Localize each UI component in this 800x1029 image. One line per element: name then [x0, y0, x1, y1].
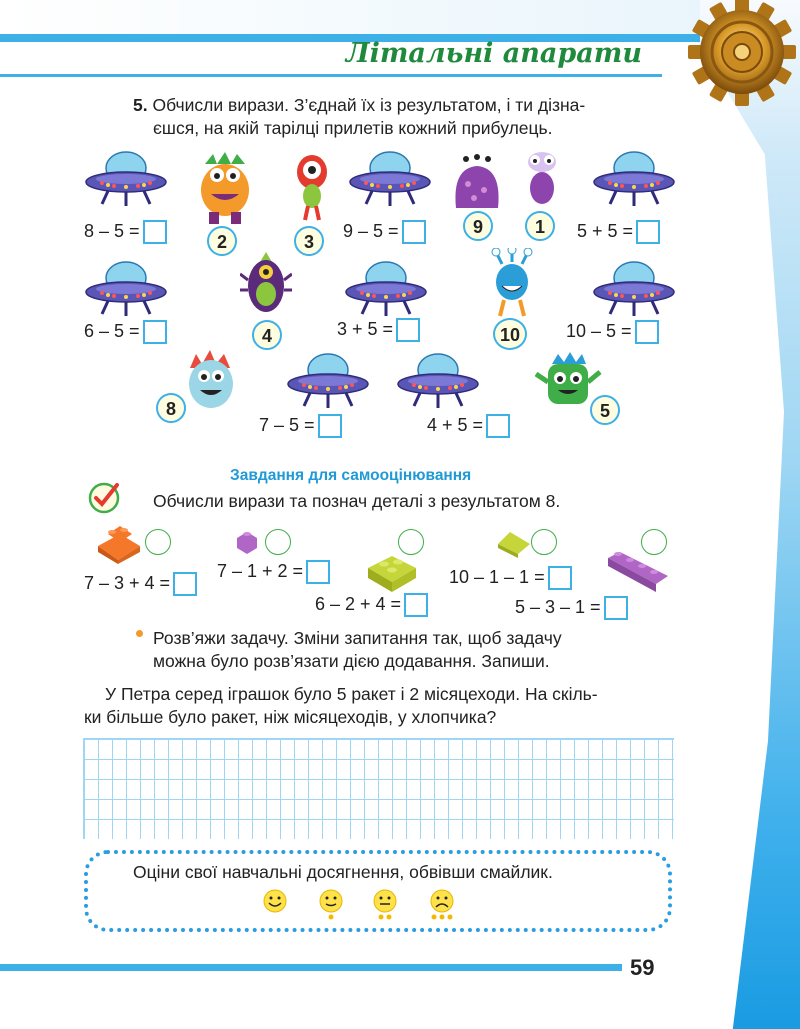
task-text-line2: єшся, на якій тарілці прилетів кожний прибулець.	[153, 118, 553, 138]
answer-box[interactable]	[306, 560, 330, 584]
result-circle[interactable]: 5	[590, 395, 620, 425]
result-circle[interactable]: 4	[252, 320, 282, 350]
answer-box[interactable]	[402, 220, 426, 244]
task-text-line1: Обчисли вирази. З’єднай їх із результатом, і ти дізна-	[152, 95, 586, 115]
answer-box[interactable]	[404, 593, 428, 617]
neutral-smiley-icon[interactable]	[372, 888, 398, 920]
result-circle[interactable]: 2	[207, 226, 237, 256]
expression-text: 6 – 2 + 4 =	[315, 593, 402, 614]
checkmark-icon	[87, 481, 121, 515]
gear-icon	[688, 0, 796, 106]
expression-row	[315, 593, 428, 617]
answer-box[interactable]	[396, 318, 420, 342]
result-circle[interactable]: 10	[493, 318, 527, 350]
answer-ring[interactable]	[145, 529, 171, 555]
red-monster-image	[292, 150, 332, 222]
answer-box[interactable]	[486, 414, 510, 438]
result-circle[interactable]: 1	[525, 211, 555, 241]
small-purple-monster-image	[522, 148, 562, 210]
result-circle[interactable]: 3	[294, 226, 324, 256]
blue-monster-image	[486, 248, 538, 318]
purple-monster-image	[448, 148, 506, 210]
answer-box[interactable]	[604, 596, 628, 620]
answer-box[interactable]	[143, 220, 167, 244]
answer-box[interactable]	[548, 566, 572, 590]
expression-row	[217, 560, 330, 584]
ufo-image	[592, 148, 676, 210]
expression-text: 10 – 1 – 1 =	[449, 566, 545, 587]
problem-bullet-line2: можна було розв’язати дією додавання. Запиши.	[153, 651, 550, 671]
task-number: 5.	[133, 95, 148, 115]
chapter-title: Літальні апарати	[345, 38, 642, 69]
answer-box[interactable]	[636, 220, 660, 244]
expression-row	[84, 220, 167, 244]
problem-bullet-line1: Розв’яжи задачу. Зміни запитання так, щоб задачу	[153, 628, 562, 648]
expression-row	[566, 320, 659, 344]
answer-ring[interactable]	[398, 529, 424, 555]
answer-ring[interactable]	[531, 529, 557, 555]
expression-row	[337, 318, 420, 342]
expression-row	[577, 220, 660, 244]
ufo-image	[396, 350, 480, 412]
expression-text: 10 – 5 =	[566, 320, 632, 341]
dark-purple-monster-image	[240, 250, 292, 316]
answer-ring[interactable]	[641, 529, 667, 555]
bullet-icon	[136, 624, 146, 634]
smiley-one-dot-icon[interactable]	[318, 888, 344, 920]
rating-text: Оціни свої навчальні досягнення, обвівши смайлик.	[133, 862, 553, 882]
expression-text: 9 – 5 =	[343, 220, 399, 241]
ufo-image	[286, 350, 370, 412]
spiky-monster-image	[182, 348, 240, 410]
purple-brick-image	[233, 528, 261, 554]
answer-ring[interactable]	[265, 529, 291, 555]
expression-text: 7 – 5 =	[259, 414, 315, 435]
expression-text: 5 + 5 =	[577, 220, 634, 241]
result-circle[interactable]: 9	[463, 211, 493, 241]
ufo-image	[84, 258, 168, 320]
sad-smiley-icon[interactable]	[426, 888, 458, 920]
expression-text: 6 – 5 =	[84, 320, 140, 341]
expression-row	[427, 414, 510, 438]
answer-box[interactable]	[173, 572, 197, 596]
problem-text-line1: У Петра серед іграшок було 5 ракет і 2 місяцеходи. На скіль-	[105, 684, 598, 704]
expression-text: 4 + 5 =	[427, 414, 484, 435]
ufo-image	[344, 258, 428, 320]
expression-row	[515, 596, 628, 620]
expression-text: 7 – 1 + 2 =	[217, 560, 304, 581]
expression-row	[84, 320, 167, 344]
expression-row	[449, 566, 572, 590]
expression-text: 3 + 5 =	[337, 318, 394, 339]
answer-box[interactable]	[635, 320, 659, 344]
slope-brick-image	[496, 526, 532, 558]
yellow-brick-image	[364, 550, 420, 594]
answer-box[interactable]	[318, 414, 342, 438]
footer-bar	[0, 964, 622, 971]
expression-row	[259, 414, 342, 438]
header-underline	[0, 74, 662, 77]
expression-row	[84, 572, 197, 596]
answer-grid[interactable]	[83, 738, 674, 839]
page-number: 59	[630, 955, 655, 980]
result-circle[interactable]: 8	[156, 393, 186, 423]
expression-text: 7 – 3 + 4 =	[84, 572, 171, 593]
expression-text: 8 – 5 =	[84, 220, 140, 241]
ufo-image	[84, 148, 168, 210]
answer-box[interactable]	[143, 320, 167, 344]
ufo-image	[348, 148, 432, 210]
self-assessment-title: Завдання для самооцінювання	[230, 467, 472, 484]
self-assessment-instruction: Обчисли вирази та познач деталі з результатом 8.	[153, 491, 561, 511]
expression-row	[343, 220, 426, 244]
orange-brick-image	[94, 522, 144, 566]
problem-text-line2: ки більше було ракет, ніж місяцеходів, у хлопчика?	[84, 707, 497, 727]
happy-smiley-icon[interactable]	[262, 888, 288, 914]
ufo-image	[592, 258, 676, 320]
task-5-text	[133, 94, 673, 117]
expression-text: 5 – 3 – 1 =	[515, 596, 601, 617]
orange-monster-image	[195, 150, 255, 225]
